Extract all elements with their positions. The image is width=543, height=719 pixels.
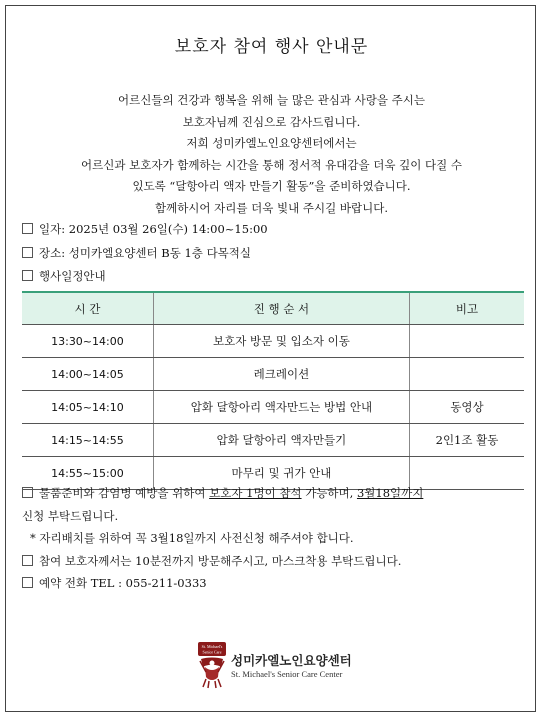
cell-time: 13:30~14:00 <box>22 325 153 358</box>
svg-text:Senior Care: Senior Care <box>202 649 222 655</box>
intro-paragraph <box>14 90 529 219</box>
cell-program: 압화 달항아리 액자만드는 방법 안내 <box>153 391 409 424</box>
intro-line: 있도록 “달항아리 액자 만들기 활동”을 준비하였습니다. <box>132 179 411 193</box>
note-item-1 <box>22 482 527 505</box>
table-row <box>22 391 524 424</box>
intro-line: 저희 성미카엘노인요양센터에서는 <box>186 136 357 150</box>
note-text: 예약 전화 TEL : 055-211-0333 <box>39 576 207 590</box>
checkbox-icon <box>22 223 33 234</box>
header-note: 비고 <box>410 292 525 325</box>
cell-note: 동영상 <box>410 391 525 424</box>
table-header-row <box>22 292 524 325</box>
header-program: 진 행 순 서 <box>153 292 409 325</box>
cell-note <box>410 358 525 391</box>
page-title: 보호자 참여 행사 안내문 <box>174 37 369 57</box>
note-text: 가능하며, <box>301 486 357 500</box>
note-text: 물품준비와 감염병 예방을 위하여 <box>39 486 210 500</box>
cell-program: 압화 달항아리 액자만들기 <box>153 424 409 457</box>
svg-text:St. Michael's: St. Michael's <box>201 644 223 649</box>
cell-time: 14:55~15:00 <box>22 457 153 490</box>
info-place-text: 장소: 성미카엘요양센터 B동 1층 다목적실 <box>39 246 252 260</box>
checkbox-icon <box>22 487 33 498</box>
note-underlined: 보호자 1명이 참석 <box>209 486 302 500</box>
table-row <box>22 325 524 358</box>
checkbox-icon <box>22 247 33 258</box>
table-row <box>22 358 524 391</box>
table-row <box>22 424 524 457</box>
checkbox-icon <box>22 270 33 281</box>
cell-program: 레크레이션 <box>153 358 409 391</box>
info-date <box>22 220 268 238</box>
info-date-text: 일자: 2025년 03월 26일(수) 14:00~15:00 <box>39 222 268 236</box>
intro-line: 보호자님께 진심으로 감사드립니다. <box>182 114 361 129</box>
cell-note <box>410 325 525 358</box>
note-underlined: 3월18일까지 <box>356 486 424 500</box>
intro-line: 함께하시어 자리를 더욱 빛내 주시길 바랍니다. <box>154 200 388 215</box>
note-item-3 <box>22 550 527 573</box>
checkbox-icon <box>22 555 33 566</box>
cell-program: 마무리 및 귀가 안내 <box>153 457 409 490</box>
notes-section <box>22 482 527 595</box>
logo-name: 성미카엘노인요양센터 <box>231 653 352 668</box>
checkbox-icon <box>22 577 33 588</box>
note-item-1-cont: 신청 부탁드립니다. <box>22 508 119 523</box>
info-schedule <box>22 267 106 285</box>
note-item-2: * 자리배치를 위하여 꼭 3월18일까지 사전신청 해주셔야 합니다. <box>30 531 354 545</box>
logo-english-name: St. Michael's Senior Care Center <box>231 669 343 679</box>
cell-time: 14:15~14:55 <box>22 424 153 457</box>
cell-time: 14:05~14:10 <box>22 391 153 424</box>
header-time: 시 간 <box>22 292 153 325</box>
intro-line: 어르신들의 건강과 행복을 위해 늘 많은 관심과 사랑을 주시는 <box>118 93 425 107</box>
schedule-table <box>22 291 524 490</box>
cell-time: 14:00~14:05 <box>22 358 153 391</box>
center-logo <box>197 641 409 689</box>
info-schedule-text: 행사일정안내 <box>39 269 106 283</box>
info-place <box>22 244 251 262</box>
intro-line: 어르신과 보호자가 함께하는 시간을 통해 정서적 유대감을 더욱 깊이 다질 수 <box>81 157 462 172</box>
cell-program: 보호자 방문 및 입소자 이동 <box>153 325 409 358</box>
st-michael-emblem-icon <box>197 641 227 689</box>
cell-note: 2인1조 활동 <box>410 424 525 457</box>
note-text: 참여 보호자께서는 10분전까지 방문해주시고, 마스크착용 부탁드립니다. <box>39 553 402 568</box>
note-item-4 <box>22 572 527 595</box>
